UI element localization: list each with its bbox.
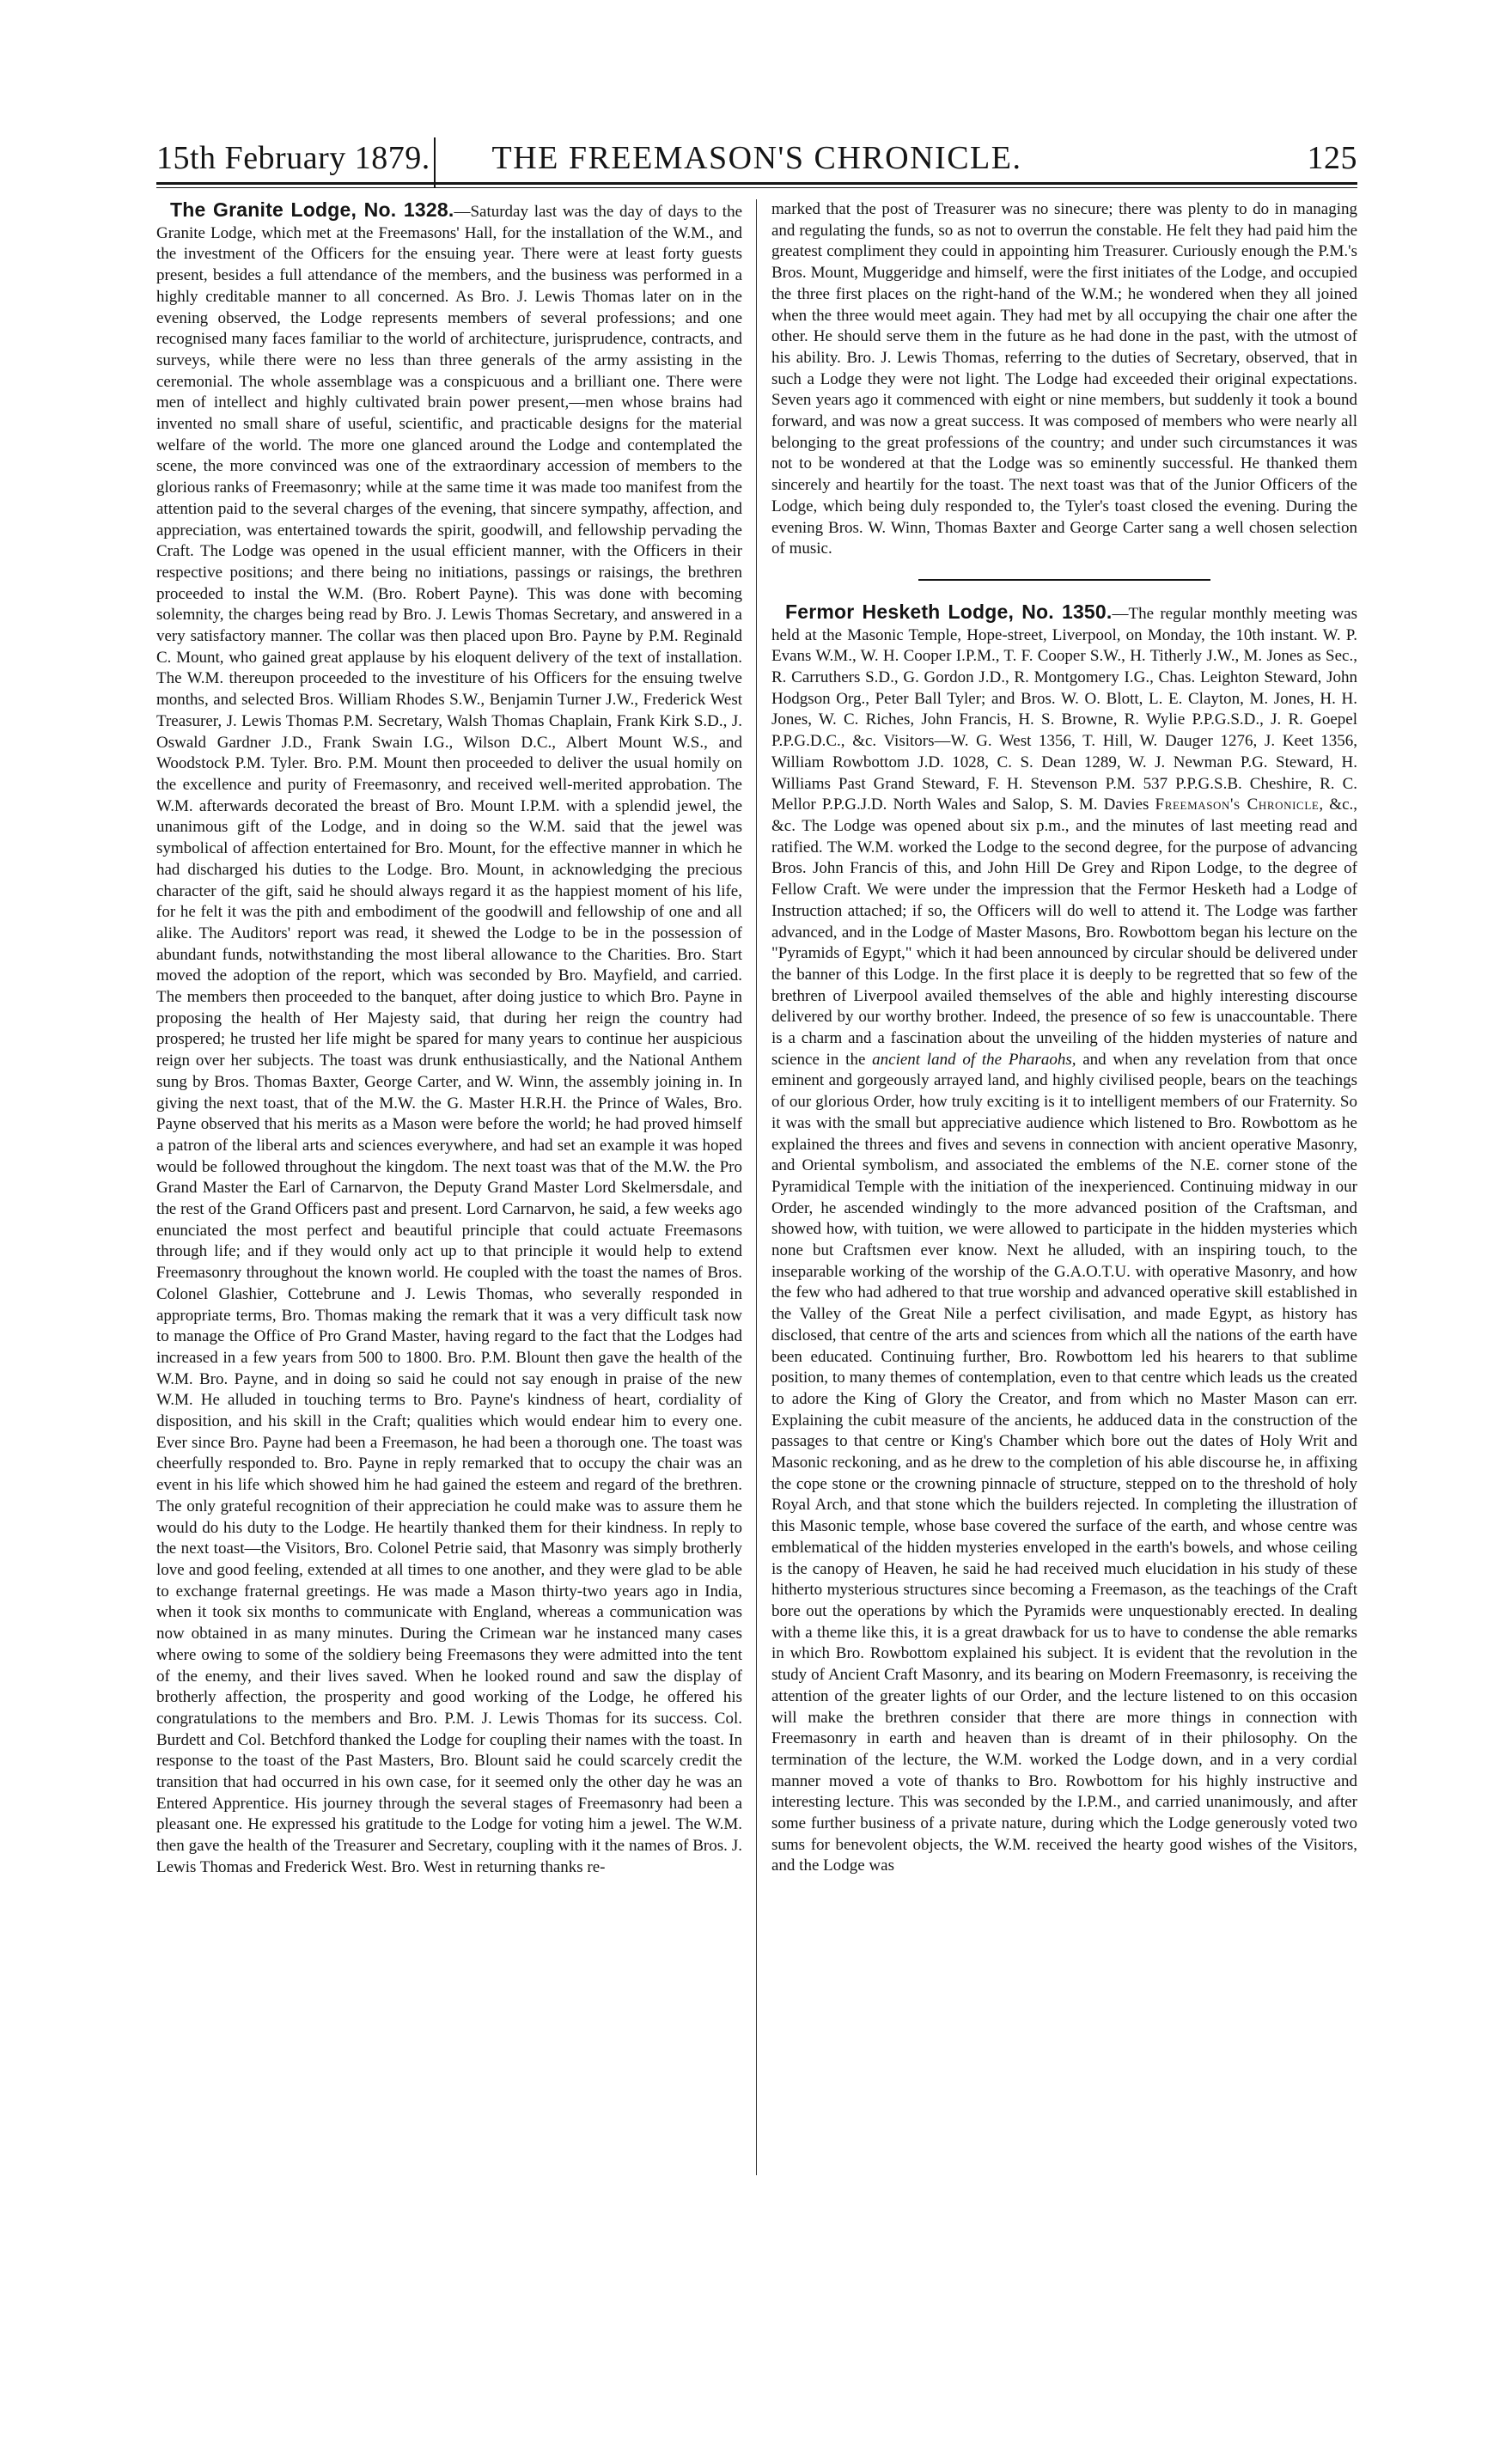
- granite-lodge-body: —Saturday last was the day of days to the Granite Lodge, which met at the Freemasons' Hall, for the installation of the W.M., and the investment of the Officers for the ensuing year. There were at least forty guests present, besides a full attendance of the members, and the business was performed in a highly creditable manner to all concerned. As Bro. J. Lewis Thomas later on in the evening observed, the Lodge represents members of several professions; and one recognised many faces familiar to the world of architecture, jurisprudence, contracts, and surveys, while there were no less than three generals of the army assisting in the ceremonial. The whole assemblage was a conspicuous and a brilliant one. There were men of intellect and highly cultivated brain power present,—men whose brains had invented no small share of useful, scientific, and practicable designs for the material welfare of the world. The more one glanced around the Lodge and contemplated the scene, the more convinced was one of the extraordinary accession of members to the glorious ranks of Freemasonry; while at the same time it was made too manifest from the attention paid to the several charges of the evening, that sincere sympathy, affection, and appreciation, was entertained towards the spirit, goodwill, and fellowship pervading the Craft. The Lodge was opened in the usual efficient manner, with the Officers in their respective positions; and there being no initiations, passings or raisings, the brethren proceeded to instal the W.M. (Bro. Robert Payne). This was done with becoming solemnity, the charges being read by Bro. J. Lewis Thomas Secretary, and answered in a very satisfactory manner. The collar was then placed upon Bro. Payne by P.M. Reginald C. Mount, who gained great applause by his eloquent delivery of the text of installation. The W.M. thereupon proceeded to the investiture of his Officers for the ensuing twelve months, and selected Bros. William Rhodes S.W., Benjamin Turner J.W., Frederick West Treasurer, J. Lewis Thomas P.M. Secretary, Walsh Thomas Chaplain, Frank Kirk S.D., J. Oswald Gardner J.D., Frank Swain I.G., Wilson D.C., Albert Mount W.S., and Woodstock P.M. Tyler. Bro. P.M. Mount then proceeded to deliver the usual homily on the excellence and purity of Freemasonry, and received well-merited approbation. The W.M. afterwards decorated the breast of Bro. Mount I.P.M. with a splendid jewel, the unanimous gift of the Lodge, and in doing so the W.M. said that the jewel was symbolical of affection entertained for Bro. Mount, for the effective manner in which he had discharged his duties to the Lodge. Bro. Mount, in acknowledging the precious character of the gift, said he should always regard it as the happiest moment of his life, for he felt it was the pith and embodiment of the goodwill and fellowship of one and all alike. The Auditors' report was read, it shewed the Lodge to be in the possession of abundant funds, notwithstanding the most liberal allowance to the Charities. Bro. Start moved the adoption of the report, which was seconded by Bro. Mayfield, and carried. The members then proceeded to the banquet, after doing justice to which Bro. Payne in proposing the health of Her Majesty said, that during her reign the country had prospered; he trusted her life might be spared for many years to continue her auspicious reign over her subjects. The toast was drunk enthusiastically, and the National Anthem sung by Bros. Thomas Baxter, George Carter, and W. Winn, the assembly joining in. In giving the next toast, that of the M.W. the G. Master H.R.H. the Prince of Wales, Bro. Payne observed that his merits as a Mason were before the world; he had proved himself a patron of the liberal arts and sciences everywhere, and had set an example it was hoped would be followed throughout the kingdom. The next toast was that of the M.W. the Pro Grand Master the Earl of Carnarvon, the Deputy Grand Master Lord Skelmersdale, and the rest of the Grand Officers past and present. Lord Carnarvon, he said, a few weeks ago enunciated the most perfect and beautiful principle that could actuate Freemasons through life; and if they would only act up to that principle it would help to extend Freemasonry throughout the known world. He coupled with the toast the names of Bros. Colonel Glashier, Cottebrune and J. Lewis Thomas, who severally responded in appropriate terms, Bro. Thomas making the remark that it was a very difficult task now to manage the Office of Pro Grand Master, having regard to the fact that the Lodges had increased in a few years from 500 to 1800. Bro. P.M. Blount then gave the health of the W.M. Bro. Payne, and in doing so said he could not say enough in praise of the new W.M. He alluded in touching terms to Bro. Payne's kindness of heart, cordiality of disposition, and his skill in the Craft; qualities which would endear him to every one. Ever since Bro. Payne had been a Freemason, he had been a thorough one. The toast was cheerfully responded to. Bro. Payne in reply remarked that to occupy the chair was an event in his life which showed him he had gained the esteem and regard of the brethren. The only grateful recognition of their appreciation he could make was to assure them he would do his duty to the Lodge. He heartily thanked them for their kindness. In reply to the next toast—the Visitors, Bro. Colonel Petrie said, that Masonry was simply brotherly love and good feeling, extended at all times to one another, and they were glad to be able to exchange fraternal greetings. He was made a Mason thirty-two years ago in India, when it took six months to communicate with England, whereas a communication was now obtained in as many minutes. During the Crimean war he instanced many cases where owing to some of the soldiery being Freemasons they were admitted into the tent of the enemy, and their lives saved. When he looked round and saw the display of brotherly affection, the prosperity and good working of the Lodge, he offered his congratulations to the members and Bro. P.M. J. Lewis Thomas for its success. Col. Burdett and Col. Betchford thanked the Lodge for coupling their names with the toast. In response to the toast of the Past Masters, Bro. Blount said he could scarcely credit the transition that had occurred in his own case, for it seemed only the other day he was an Entered Apprentice. His journey through the several stages of Freemasonry had been a pleasant one. He expressed his gratitude to the Lodge for voting him a jewel. The W.M. then gave the health of the Treasurer and Secretary, coupling with it the names of Bros. J. Lewis Thomas and Frederick West. Bro. West in returning thanks re-: [156, 203, 742, 1876]
- column-divider: [756, 199, 757, 2175]
- granite-lodge-paragraph: [156, 199, 742, 1879]
- page-number: 125: [1307, 140, 1357, 176]
- granite-lodge-continuation: marked that the post of Treasurer was no sinecure; there was plenty to do in managing and regulating the funds, so as not to overrun the constable. He felt they had paid him the greatest compliment they could in appointing him Treasurer. Curiously enough the P.M.'s Bros. Mount, Muggeridge and himself, were the first initiates of the Lodge, and occupied the three first places on the right-hand of the W.M.; he wondered when they all joined when the three would meet again. They had met by all occupying the chair one after the other. He should serve them in the future as he had done in the past, with the utmost of his ability. Bro. J. Lewis Thomas, referring to the duties of Secretary, observed, that in such a Lodge they were not light. The Lodge had exceeded their original expectations. Seven years ago it commenced with eight or nine members, but suddenly it took a bound forward, and was now a great success. It was composed of members who were nearly all belonging to the great professions of the country; and under such circumstances it was not to be wondered at that the Lodge was so eminently successful. He thanked them sincerely and heartily for the toast. The next toast was that of the Junior Officers of the Lodge, which being duly responded to, the Tyler's toast closed the evening. During the evening Bros. W. Winn, Thomas Baxter and George Carter sang a well chosen selection of music.: [771, 200, 1357, 558]
- fermor-hesketh-body-2: , &c., &c. The Lodge was opened about six p.m., and the minutes of last meeting read and ratified. The W.M. worked the Lodge to the second degree, for the purpose of advancing Bros. John Francis of this, and John Hill De Grey and Ripon Lodge, to the degree of Fellow Craft. We were under the impression that the Fermor Hesketh had a Lodge of Instruction attached; if so, the Officers will do well to attend it. The Lodge was farther advanced, and in the Lodge of Master Masons, Bro. Rowbottom began his lecture on the "Pyramids of Egypt," which it had been announced by circular should be delivered under the banner of this Lodge. In the first place it is deeply to be regretted that so few of the brethren of Liverpool availed themselves of the able and highly interesting discourse delivered by our worthy brother. Indeed, the presence of so few is unaccountable. There is a charm and a fascination about the unveiling of the hidden mysteries of nature and science in the: [771, 796, 1358, 1069]
- section-divider-rule: [918, 579, 1210, 581]
- fermor-hesketh-paper-name: Freemason's Chronicle: [1155, 796, 1320, 814]
- issue-date: 15th February 1879.: [156, 140, 430, 176]
- fermor-hesketh-italic: ancient land of the Pharaohs,: [872, 1050, 1076, 1069]
- column-right: [771, 199, 1357, 1877]
- fermor-hesketh-paragraph: [771, 601, 1357, 1877]
- fermor-hesketh-heading: Fermor Hesketh Lodge, No. 1350.: [785, 600, 1113, 623]
- granite-lodge-heading: The Granite Lodge, No. 1328.: [170, 198, 454, 221]
- newspaper-title: THE FREEMASON'S CHRONICLE.: [491, 140, 1022, 176]
- masthead: [156, 136, 1357, 184]
- fermor-hesketh-body-1: —The regular monthly meeting was held at the Masonic Temple, Hope-street, Liverpool, on Monday, the 10th instant. W. P. Evans W.M., W. H. Cooper I.P.M., T. F. Cooper S.W., H. Titherly J.W., M. Jones as Sec., R. Carruthers S.D., G. Gordon J.D., R. Montgomery I.G., Chas. Leighton Steward, John Hodgson Org., Peter Ball Tyler; and Bros. W. O. Blott, L. E. Clayton, M. Jones, H. H. Jones, W. C. Riches, John Francis, H. S. Browne, R. Wylie P.P.G.S.D., J. R. Goepel P.P.G.D.C., &c. Visitors—W. G. West 1356, T. Hill, W. Dauger 1276, J. Keet 1356, William Rowbottom J.D. 1028, C. S. Dean 1289, W. J. Newman P.G. Steward, H. Williams Past Grand Steward, F. H. Stevenson P.M. 537 P.P.G.S.B. Cheshire, R. C. Mellor P.P.G.J.D. North Wales and Salop, S. M. Davies: [771, 604, 1357, 814]
- column-left: [156, 199, 742, 1879]
- masthead-rule: [156, 182, 1357, 185]
- fermor-hesketh-body-3: and when any revelation from that once eminent and gorgeously arrayed land, and highly civilised people, bears on the teachings of our glorious Order, how truly exciting is it to intelligent members of our Fraternity. So it was with the small but appreciative audience which listened to Bro. Rowbottom as he explained the threes and fives and sevens in connection with ancient operative Masonry, and Oriental symbolism, and associated the emblems of the N.E. corner stone of the Pyramidical Temple with the initiation of the inexperienced. Continuing midway in our Order, he ascended windingly to the more advanced position of the Craftsman, and showed how, with tuition, we were allowed to participate in the hidden mysteries which none but Craftsmen ever know. Next he alluded, with an inspiring touch, to the inseparable working of the worship of the G.A.O.T.U. with operative Masonry, and how the few who had adhered to that true worship and advanced operative skill established in the Valley of the Great Nile a perfect civilisation, and made Egypt, as history has disclosed, that centre of the arts and sciences from which all the nations of the earth have been educated. Continuing further, Bro. Rowbottom led his hearers to that sublime position, to many themes of contemplation, even to that centre which leads us the created to adore the King of Glory the Creator, and from which no Master Mason can err. Explaining the cubit measure of the ancients, he adduced data in the construction of the passages to that centre or King's Chamber which bore out the dates of Holy Writ and Masonic reckoning, and as he drew to the completion of his able discourse he, in affixing the cope stone or the crowning pinnacle of structure, stepped on to the threshold of holy Royal Arch, and that stone which the builders rejected. In completing the illustration of this Masonic temple, whose base covered the surface of the earth, and whose centre was emblematical of the hidden mysteries enveloped in the earth's bowels, and whose ceiling is the canopy of Heaven, he said he had received much elucidation in his study of these hitherto mysterious structures since becoming a Freemason, as the teachings of the Craft bore out the operations by which the Pyramids were unquestionably erected. In dealing with a theme like this, it is a great drawback for us to have to condense the able remarks in which Bro. Rowbottom explained his subject. It is evident that the revolution in the study of Ancient Craft Masonry, and its bearing on Modern Freemasonry, is receiving the attention of the greater lights of our Order, and the lecture listened to on this occasion will make the brethren consider that there are more things in connection with Freemasonry in earth and heaven than is dreamt of in their philosophy. On the termination of the lecture, the W.M. worked the Lodge down, and in a very cordial manner moved a vote of thanks to Bro. Rowbottom for his highly instructive and interesting lecture. This was seconded by the I.P.M., and carried unanimously, and after some further business of a private nature, during which the Lodge generously voted two sums for benevolent objects, the W.M. received the hearty good wishes of the Visitors, and the Lodge was: [771, 1050, 1357, 1875]
- masthead-rule-thin: [156, 187, 1357, 188]
